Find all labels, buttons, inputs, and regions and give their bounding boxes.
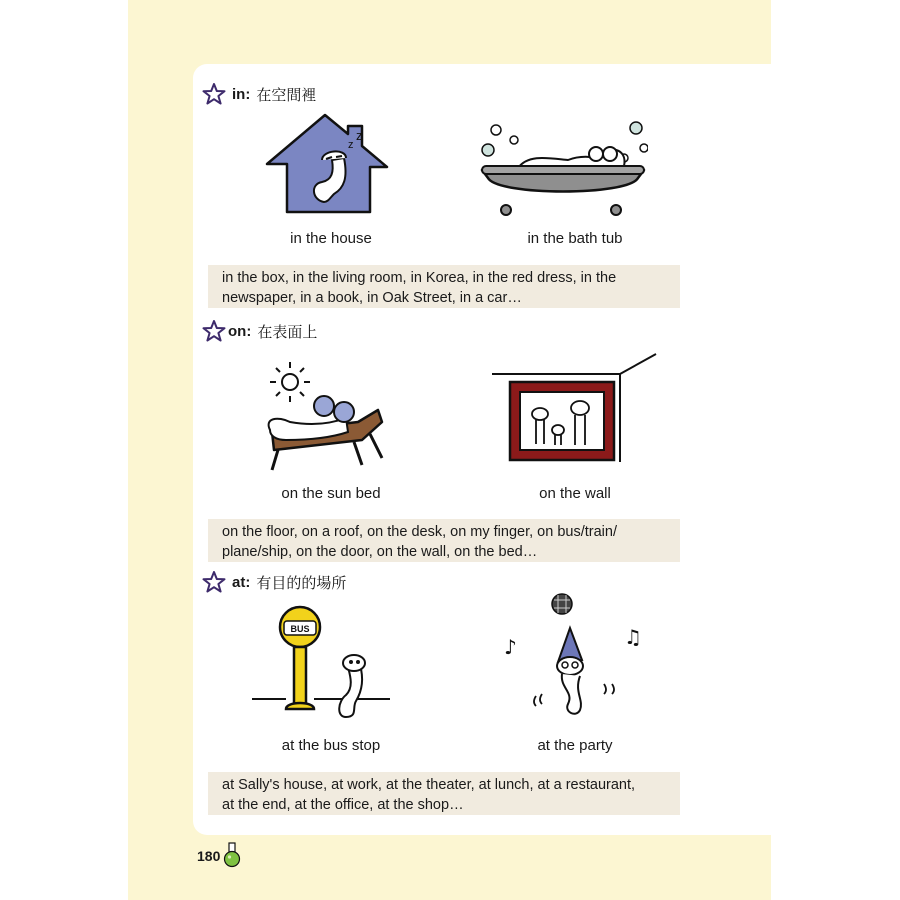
- examples-box-on: [208, 519, 680, 562]
- example-line: at the end, at the office, at the shop…: [222, 797, 464, 813]
- preposition-meaning: 在空間裡: [256, 86, 317, 104]
- preposition-word: at:: [232, 573, 251, 591]
- svg-text:♪: ♪: [504, 635, 517, 659]
- bus-stop-illustration: [250, 605, 395, 725]
- wall-frame-illustration: [488, 352, 660, 472]
- section-heading-in: [202, 83, 316, 105]
- svg-text:z: z: [348, 139, 354, 151]
- preposition-meaning: 在表面上: [257, 323, 318, 341]
- example-line: at Sally's house, at work, at the theater, at lunch, at a restaurant,: [222, 777, 636, 793]
- example-line: plane/ship, on the door, on the wall, on the bed…: [222, 544, 538, 560]
- caption-on-the-sun-bed: on the sun bed: [281, 485, 381, 502]
- party-illustration: [500, 588, 650, 723]
- section-heading-at: [202, 571, 346, 593]
- caption-in-the-bath-tub: in the bath tub: [527, 230, 623, 247]
- caption-at-the-bus-stop: at the bus stop: [281, 737, 381, 754]
- example-line: on the floor, on a roof, on the desk, on my finger, on bus/train/: [222, 524, 617, 540]
- star-icon: [202, 571, 226, 593]
- page-number: 180: [197, 848, 221, 864]
- preposition-word: in:: [232, 85, 251, 103]
- caption-at-the-party: at the party: [537, 737, 613, 754]
- preposition-meaning: 有目的的場所: [256, 574, 347, 592]
- house-illustration: [262, 112, 392, 217]
- star-icon: [202, 83, 226, 105]
- svg-text:♫: ♫: [624, 625, 642, 649]
- flask-icon: [223, 842, 241, 868]
- example-line: in the box, in the living room, in Korea, in the red dress, in the: [222, 270, 617, 286]
- section-heading-on: [202, 320, 317, 342]
- examples-box-at: [208, 772, 680, 815]
- preposition-word: on:: [228, 322, 252, 340]
- svg-text:z: z: [356, 128, 363, 143]
- sunbed-illustration: [250, 360, 390, 475]
- caption-in-the-house: in the house: [290, 230, 372, 247]
- examples-box-in: [208, 265, 680, 308]
- example-line: newspaper, in a book, in Oak Street, in a car…: [222, 290, 522, 306]
- caption-on-the-wall: on the wall: [539, 485, 611, 502]
- bathtub-illustration: [478, 118, 648, 223]
- star-icon: [202, 320, 226, 342]
- bus-sign-label: BUS: [290, 624, 310, 634]
